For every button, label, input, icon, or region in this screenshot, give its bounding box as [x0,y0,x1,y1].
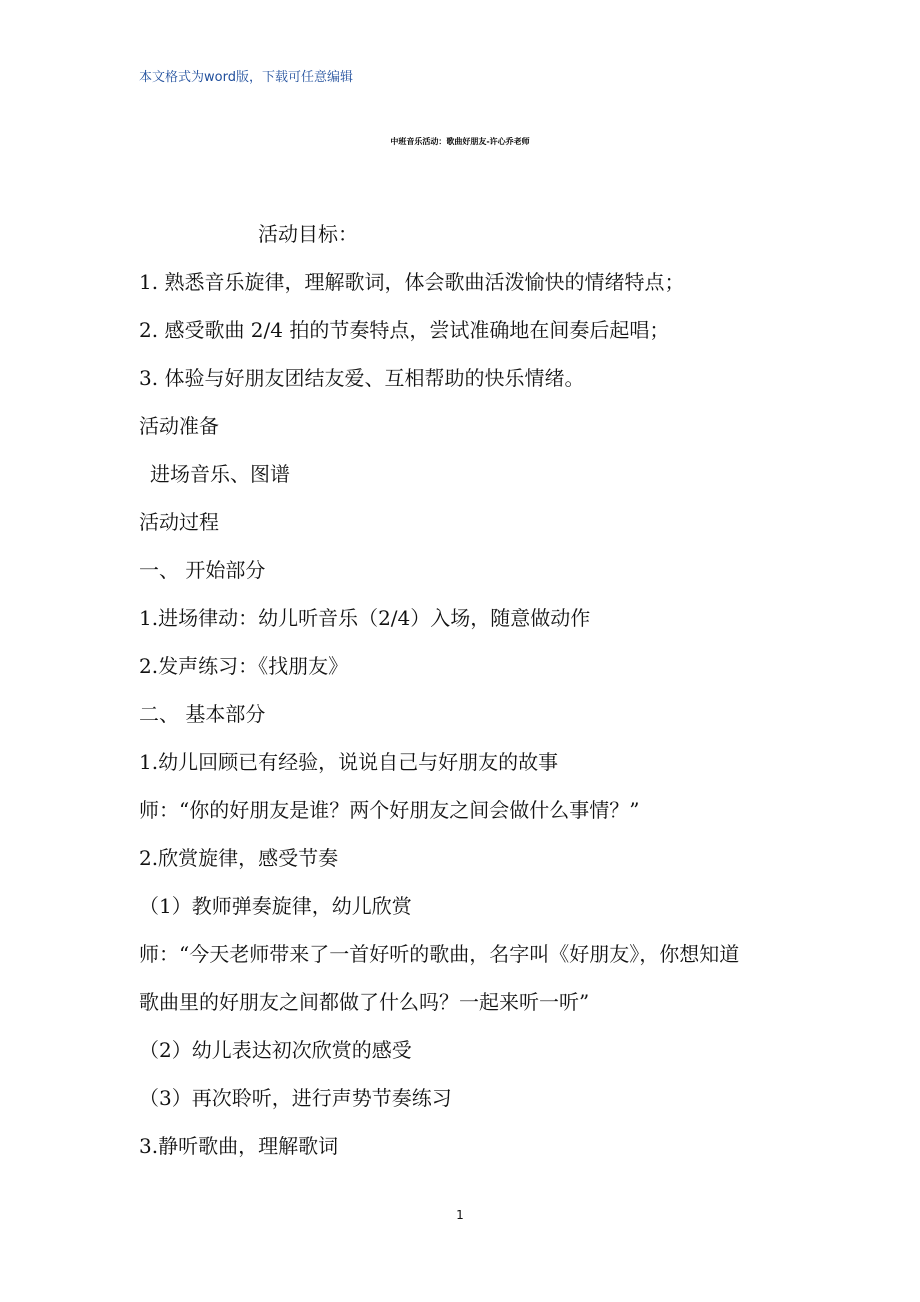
list-item: 2.发声练习：《找朋友》 [139,654,349,678]
part-heading-start: 一、 开始部分 [139,558,266,582]
header-note: 本文格式为word版，下载可任意编辑 [139,70,353,85]
sub-item: （3）再次聆听，进行声势节奏练习 [139,1086,452,1110]
teacher-quote: 师：“你的好朋友是谁？两个好朋友之间会做什么事情？” [139,798,640,822]
goal-item-2: 2. 感受歌曲 2/4 拍的节奏特点，尝试准确地在间奏后起唱； [139,318,670,342]
section-heading-preparation: 活动准备 [139,414,219,438]
goal-item-1: 1. 熟悉音乐旋律，理解歌词，体会歌曲活泼愉快的情绪特点； [139,270,685,294]
document-title: 中班音乐活动：歌曲好朋友-许心乔老师 [390,136,530,146]
teacher-quote: 师：“今天老师带来了一首好听的歌曲，名字叫《好朋友》，你想知道 [139,942,740,966]
section-heading-goals: 活动目标： [258,222,358,246]
list-item: 1.进场律动：幼儿听音乐（2/4）入场，随意做动作 [139,606,591,630]
sub-item: （2）幼儿表达初次欣赏的感受 [139,1038,412,1062]
section-heading-process: 活动过程 [139,510,219,534]
list-item: 2.欣赏旋律，感受节奏 [139,846,339,870]
list-item: 1.幼儿回顾已有经验，说说自己与好朋友的故事 [139,750,559,774]
sub-item: （1）教师弹奏旋律，幼儿欣赏 [139,894,412,918]
page-number: 1 [456,1208,464,1222]
list-item: 3.静听歌曲，理解歌词 [139,1134,339,1158]
teacher-quote-continued: 歌曲里的好朋友之间都做了什么吗？一起来听一听” [139,990,590,1014]
preparation-text: 进场音乐、图谱 [150,462,290,486]
part-heading-basic: 二、 基本部分 [139,702,266,726]
goal-item-3: 3. 体验与好朋友团结友爱、互相帮助的快乐情绪。 [139,366,585,390]
